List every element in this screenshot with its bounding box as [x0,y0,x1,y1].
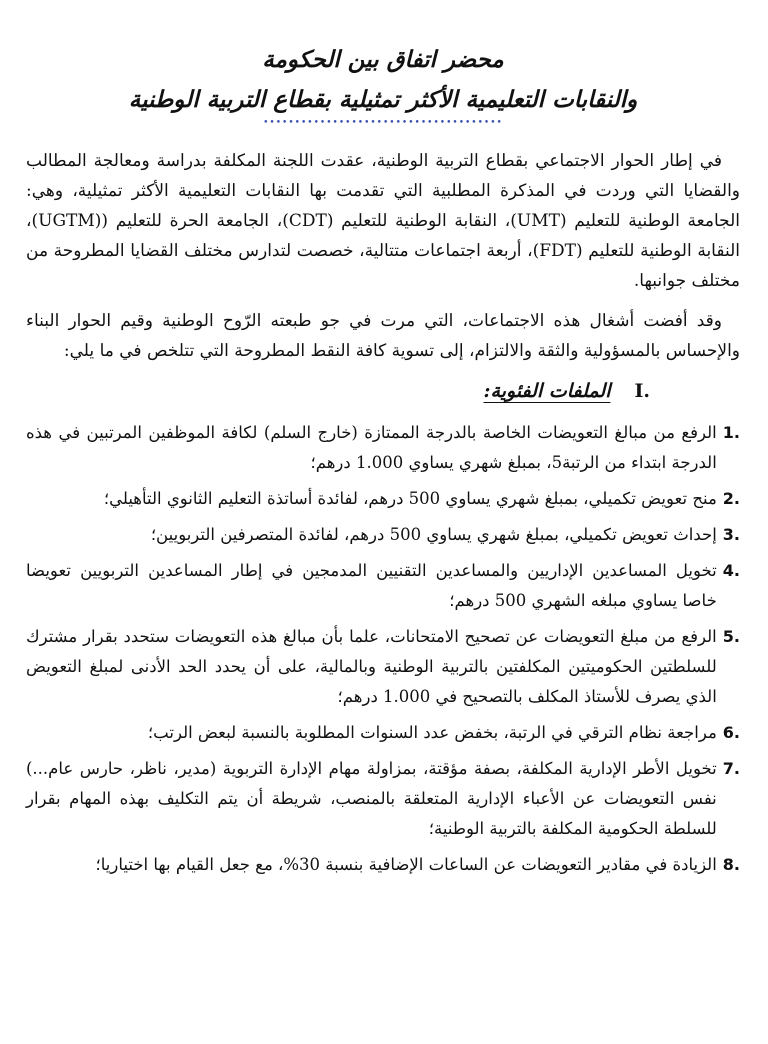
list-item-text: مراجعة نظام الترقي في الرتبة، بخفض عدد السنوات المطلوبة بالنسبة لبعض الرتب؛ [147,723,717,742]
list-item [26,718,740,748]
document-title [26,40,740,120]
list-item-number: 1. [722,423,740,442]
section-heading [26,376,650,406]
list-item-number: 3. [722,525,740,544]
list-item-text: إحداث تعويض تكميلي، بمبلغ شهري يساوي 500 درهم، لفائدة المتصرفين التربويين؛ [150,525,717,544]
list-item [26,622,740,712]
list-item-text: تخويل الأطر الإدارية المكلفة، بصفة مؤقتة، بمزاولة مهام الإدارة التربوية (مدير، ناظر، حارس عام...) نفس التعويضات عن الأعباء الإدارية المتعلقة بالمنصب، شريطة أن يتم التكليف بهذه المهام بقرار للسلطة الحكومية المكلفة بالتربية الوطنية؛ [26,759,717,838]
list-item [26,556,740,616]
list-item [26,850,740,880]
list-item-text: الرفع من مبالغ التعويضات الخاصة بالدرجة الممتازة (خارج السلم) لكافة الموظفين المرتبين في هذه الدرجة ابتداء من الرتبة5، بمبلغ شهري يساوي 1.000 درهم؛ [26,423,717,472]
list-item-number: 2. [722,489,740,508]
title-ornament: •••••••••••••••••••••••••••••••••••••• [263,118,503,128]
list-item-text: منح تعويض تكميلي، بمبلغ شهري يساوي 500 درهم، لفائدة أساتذة التعليم الثانوي التأهيلي؛ [103,489,717,508]
list-item-number: 6. [722,723,740,742]
list-item-number: 5. [722,627,740,646]
list-item-number: 7. [722,759,740,778]
section-title: الملفات الفئوية: [483,380,611,402]
list-item-number: 4. [722,561,740,580]
intro-paragraph-2: وقد أفضت أشغال هذه الاجتماعات، التي مرت في جو طبعته الرّوح الوطنية وقيم الحوار البناء والإحساس بالمسؤولية والثقة والالتزام، إلى تسوية كافة النقط المطروحة التي تتلخص في ما يلي: [26,311,740,361]
list-item [26,754,740,844]
list-item-text: تخويل المساعدين الإداريين والمساعدين التقنيين المدمجين في إطار المساعدين التربويين تعويضا خاصا يساوي مبلغه الشهري 500 درهم؛ [26,561,717,610]
list-item-text: الزيادة في مقادير التعويضات عن الساعات الإضافية بنسبة 30%، مع جعل القيام بها اختياريا؛ [95,855,717,874]
section-number: I. [634,380,650,402]
list-item [26,484,740,514]
title-line-1: محضر اتفاق بين الحكومة [262,46,504,73]
list-item-number: 8. [722,855,740,874]
title-line-2: والنقابات التعليمية الأكثر تمثيلية بقطاع التربية الوطنية [128,86,638,113]
demands-list [26,418,740,880]
list-item-text: الرفع من مبلغ التعويضات عن تصحيح الامتحانات، علما بأن مبالغ هذه التعويضات ستحدد بقرار مشترك للسلطتين الحكوميتين المكلفتين بالتربية الوطنية وبالمالية، على أن يحدد الحد الأدنى لمبلغ التعويض الذي يصرف للأستاذ المكلف بالتصحيح في 1.000 درهم؛ [26,627,717,706]
list-item [26,418,740,478]
list-item [26,520,740,550]
intro-paragraph-1: في إطار الحوار الاجتماعي بقطاع التربية الوطنية، عقدت اللجنة المكلفة بدراسة ومعالجة المطالب والقضايا التي وردت في المذكرة المطلبية التي تقدمت بها النقابات التعليمية الأكثر تمثيلية، وهي: الجامعة الوطنية للتعليم (UMT)، النقابة الوطنية للتعليم (CDT)، الجامعة الحرة للتعليم ((UGTM)، النقابة الوطنية للتعليم (FDT)، أربعة اجتماعات متتالية، خصصت لتدارس مختلف القضايا المطروحة من مختلف جوانبها. [26,151,741,291]
